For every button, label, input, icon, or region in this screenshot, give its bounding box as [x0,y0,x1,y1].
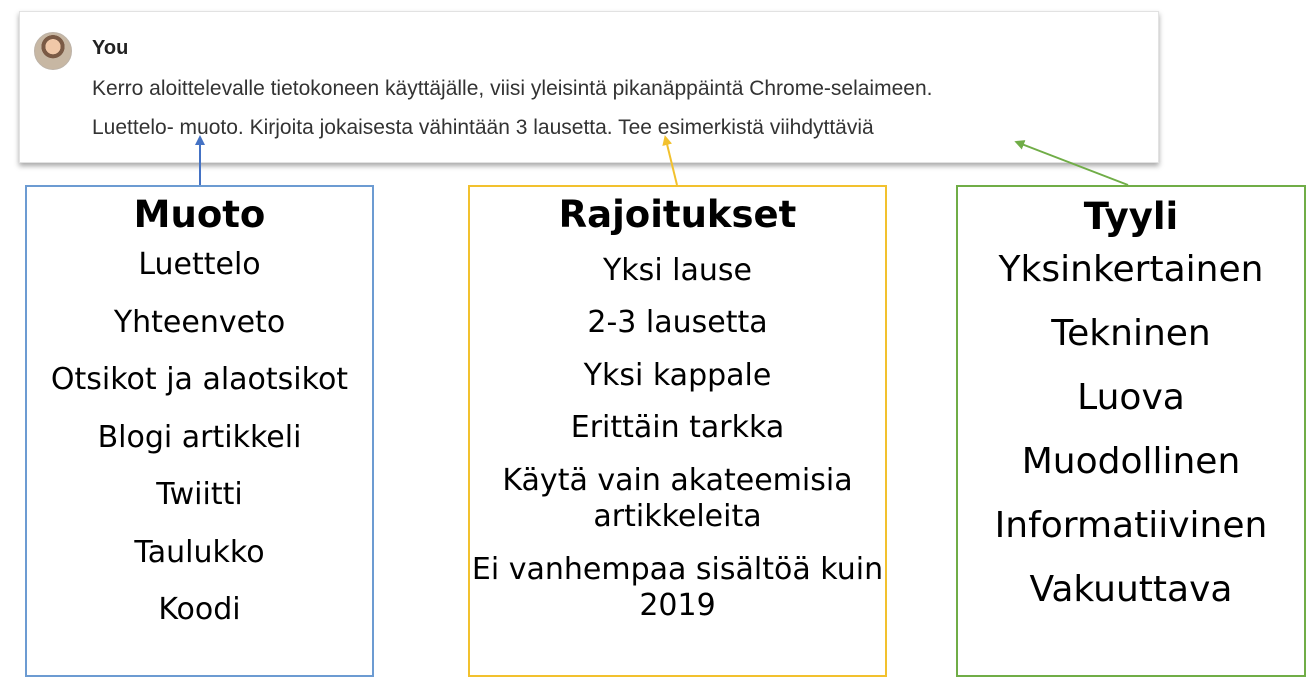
tyyli-item: Vakuuttava [1029,569,1233,610]
rajoitukset-item: Yksi kappale [583,357,772,393]
tyyli-item: Muodollinen [1021,441,1241,482]
rajoitukset-item: Yksi lause [602,252,753,288]
tyyli-item: Informatiivinen [994,505,1268,546]
muoto-item: Yhteenveto [113,304,286,340]
muoto-item: Koodi [158,592,241,627]
arrow-rajoitukset [666,140,677,185]
muoto-item: Blogi artikkeli [97,419,302,455]
muoto-item: Taulukko [134,534,265,570]
rajoitukset-item: Erittäin tarkka [570,410,785,446]
muoto-title: Muoto [133,193,266,236]
tyyli-box [956,185,1306,677]
rajoitukset-box [468,185,887,677]
muoto-item: Luettelo [138,247,261,282]
message-author: You [92,37,129,59]
message-text-line-1: Kerro aloittelevalle tietokoneen käyttäjälle, viisi yleisintä pikanäppäintä Chrome-selaimeen. [92,77,933,100]
message-text-line-2: Luettelo- muoto. Kirjoita jokaisesta vähintään 3 lausetta. Tee esimerkistä viihdyttäviä [92,116,874,139]
rajoitukset-item: Ei vanhempaa sisältöä kuin 2019 [471,551,884,623]
tyyli-item: Luova [1077,377,1185,418]
rajoitukset-title: Rajoitukset [558,193,797,236]
muoto-item: Otsikot ja alaotsikot [50,362,349,397]
muoto-item: Twiitti [156,477,243,512]
muoto-box [25,185,374,677]
tyyli-item: Tekninen [1051,313,1211,354]
tyyli-item: Yksinkertainen [998,249,1264,290]
arrow-tyyli [1019,143,1128,185]
rajoitukset-item: 2-3 lausetta [587,305,768,341]
rajoitukset-item: Käytä vain akateemisia artikkeleita [502,462,853,534]
tyyli-title: Tyyli [1083,195,1179,238]
